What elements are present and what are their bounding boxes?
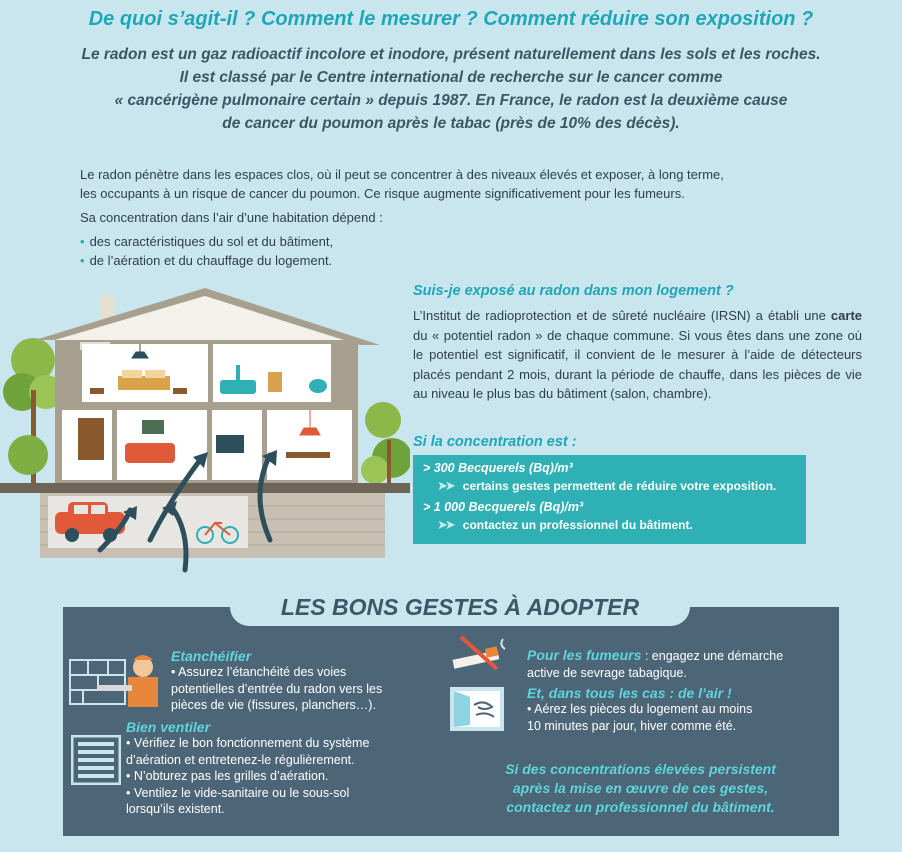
closing-line: contactez un professionnel du bâtiment. xyxy=(506,799,775,815)
smokers-title: Pour les fumeurs xyxy=(527,647,642,663)
smokers-text: : engagez une démarche xyxy=(641,649,784,663)
list-item: • de l’aération et du chauffage du logement. xyxy=(80,251,840,270)
intro-paragraph: Sa concentration dans l’air d’une habitation dépend : xyxy=(80,210,383,225)
concentration-action xyxy=(437,478,796,494)
ventilate-line: • Ventilez le vide-sanitaire ou le sous-sol xyxy=(126,785,350,800)
open-window-icon xyxy=(448,685,510,735)
wall-sealing-icon xyxy=(68,652,168,712)
smokers-block xyxy=(527,647,783,681)
ventilate-line: • Vérifiez le bon fonctionnement du système xyxy=(126,736,370,750)
seal-line: • Assurez l’étanchéité des voies xyxy=(171,665,347,679)
no-smoking-icon xyxy=(451,635,511,671)
smokers-line xyxy=(527,647,783,665)
house-illustration xyxy=(0,280,410,580)
concentration-action xyxy=(437,517,796,533)
concentration-title: Si la concentration est : xyxy=(413,434,577,450)
intro-line: Le radon pénètre dans les espaces clos, où il peut se concentrer à des niveaux élevés et exposer, à long terme, xyxy=(80,167,724,182)
exposure-text-part: L’Institut de radioprotection et de sûreté nucléaire (IRSN) a établi une xyxy=(413,308,831,323)
seal-line: pièces de vie (fissures, planchers…). xyxy=(171,698,376,712)
seal-block xyxy=(171,648,382,714)
closing-message xyxy=(463,760,818,817)
concentration-level: > 1 000 Becquerels (Bq)/m³ xyxy=(423,500,584,514)
lead-line: de cancer du poumon après le tabac (près de 10% des décès). xyxy=(222,115,680,132)
intro-text xyxy=(80,165,840,270)
intro-paragraph xyxy=(80,165,840,203)
concentration-action-text: certains gestes permettent de réduire votre exposition. xyxy=(462,479,777,493)
lead-paragraph xyxy=(0,43,902,135)
exposure-title: Suis-je exposé au radon dans mon logement ? xyxy=(413,283,734,299)
exposure-text-part: du « potentiel radon » de chaque commune. Si vous êtes dans une zone où le potentiel est significatif, il convient de le mesurer à l’aide de détecteurs placés pendant 2 mois, durant la période de chauffe, dans les pièces de vie au niveau le plus bas du bâtiment (salon, chambre). xyxy=(413,327,862,401)
intro-line: les occupants à un risque de cancer du poumon. Ce risque augmente significativement pour les fumeurs. xyxy=(80,186,685,201)
list-item: • des caractéristiques du sol et du bâtiment, xyxy=(80,232,840,251)
closing-line: Si des concentrations élevées persistent xyxy=(505,761,776,777)
gestures-panel xyxy=(63,607,839,836)
double-arrow-icon: ➤➤ xyxy=(437,517,453,532)
air-block xyxy=(527,685,752,734)
concentration-box xyxy=(413,455,806,544)
lead-line: « cancérigène pulmonaire certain » depuis 1987. En France, le radon est la deuxième cause xyxy=(114,92,788,109)
air-line: 10 minutes par jour, hiver comme été. xyxy=(527,718,737,733)
seal-title: Etanchéifier xyxy=(171,648,252,664)
intro-bullet-list xyxy=(80,232,840,270)
exposure-map-term: carte xyxy=(830,308,862,323)
ventilate-line: lorsqu’ils existent. xyxy=(126,802,225,816)
seal-line: potentielles d’entrée du radon vers les xyxy=(171,681,383,696)
air-title: Et, dans tous les cas : de l’air ! xyxy=(527,685,732,701)
concentration-level: > 300 Becquerels (Bq)/m³ xyxy=(423,461,573,475)
air-line: • Aérez les pièces du logement au moins xyxy=(527,702,753,716)
ventilate-title: Bien ventiler xyxy=(126,719,211,735)
concentration-action-text: contactez un professionnel du bâtiment. xyxy=(462,518,693,532)
lead-line: Le radon est un gaz radioactif incolore et inodore, présent naturellement dans les sols et les roches. xyxy=(81,46,821,63)
smokers-line: active de sevrage tabagique. xyxy=(527,665,687,680)
lead-line: Il est classé par le Centre international de recherche sur le cancer comme xyxy=(179,69,723,86)
gestures-title: LES BONS GESTES À ADOPTER xyxy=(230,588,690,626)
ventilate-block xyxy=(126,719,369,818)
double-arrow-icon: ➤➤ xyxy=(437,478,453,493)
vent-grille-icon xyxy=(71,735,121,785)
ventilate-line: • N’obturez pas les grilles d’aération. xyxy=(126,769,329,783)
exposure-text xyxy=(413,306,862,404)
ventilate-line: d’aération et entretenez-le régulièrement. xyxy=(126,752,355,767)
page-title: De quoi s’agit-il ? Comment le mesurer ? Comment réduire son exposition ? xyxy=(88,8,814,30)
closing-line: après la mise en œuvre de ces gestes, xyxy=(512,780,769,796)
